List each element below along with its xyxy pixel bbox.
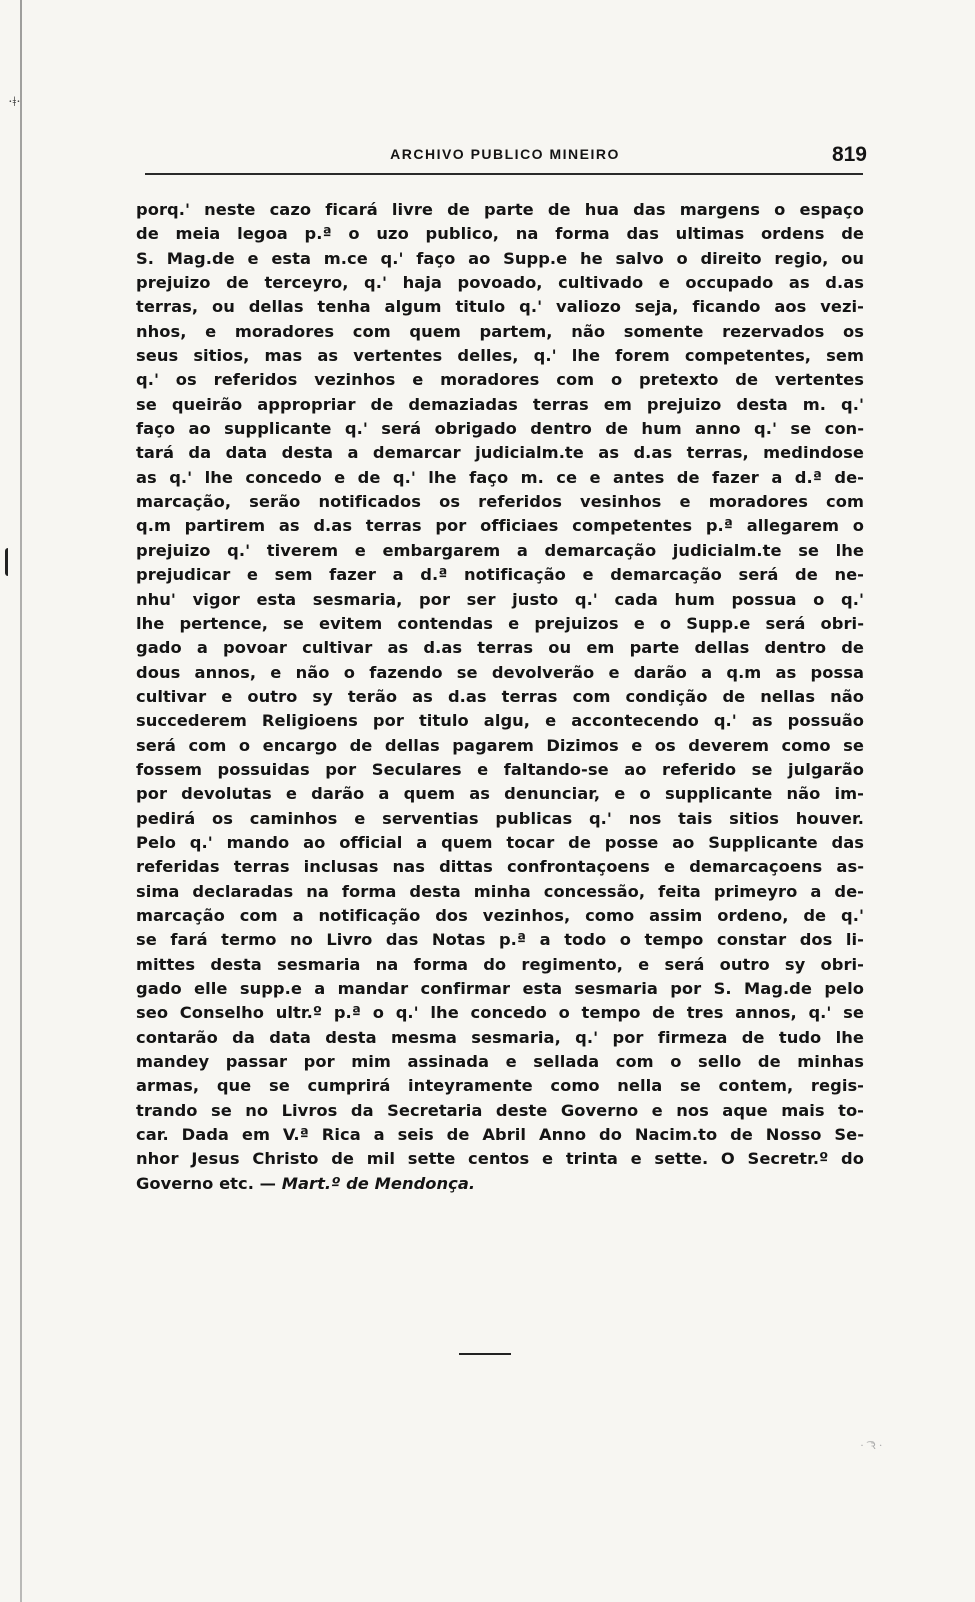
text-line: contarão da data desta mesma sesmaria, q.' por firmeza de tudo lhe [136, 1027, 864, 1047]
text-line: pedirá os caminhos e serventias publicas q.' nos tais sitios houver. [136, 808, 864, 828]
text-line: nhos, e moradores com quem partem, não somente rezervados os [136, 321, 864, 341]
end-rule [459, 1353, 511, 1355]
text-line: sima declaradas na forma desta minha concessão, feita primeyro a de- [136, 881, 864, 901]
binding-mark: ·ǂ· [8, 95, 21, 110]
text-line: será com o encargo de dellas pagarem Dizimos e os deverem como se [136, 735, 864, 755]
text-line: Pelo q.' mando ao official a quem tocar de posse ao Supplicante das [136, 832, 864, 852]
text-line: succederem Religioens por titulo algu, e accontecendo q.' as possuão [136, 711, 864, 731]
text-line: mandey passar por mim assinada e sellada com o sello de minhas [136, 1052, 864, 1072]
text-line: gado a povoar cultivar as d.as terras ou em parte dellas dentro de [136, 638, 864, 658]
page-edge-mark [5, 548, 16, 576]
text-line: por devolutas e darão a quem as denunciar, e o supplicante não im- [136, 784, 864, 804]
text-line: nhor Jesus Christo de mil sette centos e trinta e sette. O Secretr.º do [136, 1149, 864, 1169]
text-line: prejuizo q.' tiverem e embargarem a demarcação judicialm.te se lhe [136, 540, 864, 560]
text-line: terras, ou dellas tenha algum titulo q.' valiozo seja, ficando aos vezi- [136, 297, 864, 317]
page-number: 819 [831, 143, 867, 166]
binding-edge-line [20, 0, 22, 1602]
text-line: S. Mag.de e esta m.ce q.' faço ao Supp.e he salvo o direito regio, ou [136, 248, 864, 268]
text-line: car. Dada em V.ª Rica a seis de Abril Anno do Nacim.to de Nosso Se- [136, 1125, 864, 1145]
text-line: marcação com a notificação dos vezinhos, como assim ordeno, de q.' [136, 905, 864, 925]
header-rule [145, 173, 863, 175]
text-line: seo Conselho ultr.º p.ª o q.' lhe concedo o tempo de tres annos, q.' se [136, 1003, 864, 1023]
text-line: q.' os referidos vezinhos e moradores com o pretexto de vertentes [136, 370, 864, 390]
text-line: tará da data desta a demarcar judicialm.te as d.as terras, medindose [136, 443, 864, 463]
text-line: as q.' lhe concedo e de q.' lhe faço m. ce e antes de fazer a d.ª de- [136, 467, 864, 487]
text-line: trando se no Livros da Secretaria deste Governo e nos aque mais to- [136, 1100, 864, 1120]
text-line: prejudicar e sem fazer a d.ª notificação e demarcação será de ne- [136, 565, 864, 585]
page-header [145, 143, 867, 170]
text-line: se queirão appropriar de demaziadas terras em prejuizo desta m. q.' [136, 394, 864, 414]
text-line: fossem possuidas por Seculares e faltando-se ao referido se julgarão [136, 759, 864, 779]
closing-text: Governo etc. — [136, 1173, 276, 1193]
text-line: porq.' neste cazo ficará livre de parte de hua das margens o espaço [136, 200, 864, 219]
text-line: q.m partirem as d.as terras por officiaes competentes p.ª allegarem o [136, 516, 864, 536]
closing-line [136, 1172, 864, 1196]
text-line: mittes desta sesmaria na forma do regimento, e será outro sy obri- [136, 954, 864, 974]
text-line: prejuizo de terceyro, q.' haja povoado, cultivado e occupado as d.as [136, 273, 864, 293]
text-line: referidas terras inclusas nas dittas confrontaçoens e demarcaçoens as- [136, 857, 864, 877]
running-title: ARCHIVO PUBLICO MINEIRO [390, 146, 620, 162]
text-line: gado elle supp.e a mandar confirmar esta sesmaria por S. Mag.de pelo [136, 979, 864, 998]
signature: Mart.º de Mendonça. [281, 1173, 476, 1193]
scan-smudge: · ͡ ꝛ · [860, 1438, 883, 1452]
document-body [136, 198, 864, 1196]
text-line: de meia legoa p.ª o uzo publico, na forma das ultimas ordens de [136, 224, 864, 244]
text-line: marcação, serão notificados os referidos vesinhos e moradores com [136, 492, 864, 512]
text-line: armas, que se cumprirá inteyramente como nella se contem, regis- [136, 1076, 864, 1096]
text-line: cultivar e outro sy terão as d.as terras com condição de nellas não [136, 686, 864, 706]
text-line: nhu' vigor esta sesmaria, por ser justo q.' cada hum possua o q.' [136, 589, 864, 609]
text-line: dous annos, e não o fazendo se devolverão e darão a q.m as possa [136, 662, 864, 682]
text-line: se fará termo no Livro das Notas p.ª a todo o tempo constar dos li- [136, 930, 864, 950]
text-line: lhe pertence, se evitem contendas e prejuizos e o Supp.e será obri- [136, 613, 864, 633]
text-line: faço ao supplicante q.' será obrigado dentro de hum anno q.' se con- [136, 419, 864, 439]
text-line: seus sitios, mas as vertentes delles, q.' lhe forem competentes, sem [136, 346, 864, 366]
